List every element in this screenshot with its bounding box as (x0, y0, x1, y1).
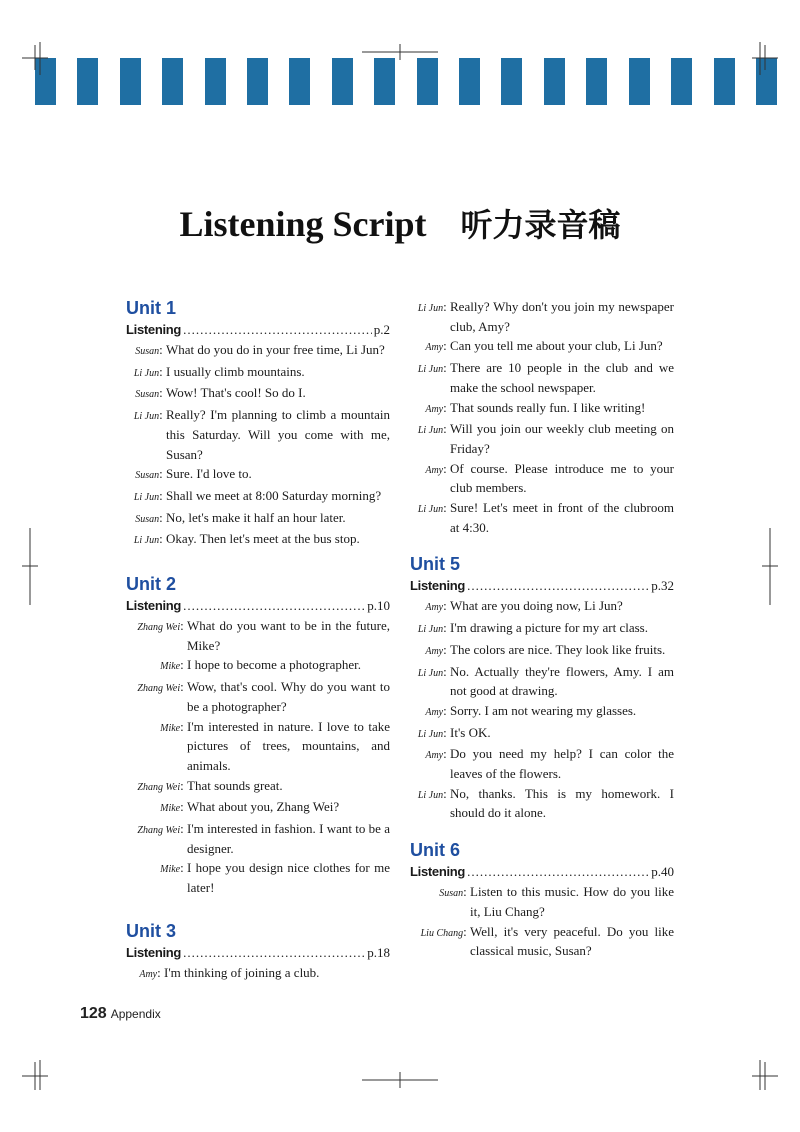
dialogue-line (410, 336, 674, 358)
dialogue-line (410, 784, 674, 823)
dialogue-line (410, 662, 674, 701)
dialogue-line (410, 701, 674, 723)
page-ref: p.40 (651, 864, 674, 880)
page-number: 128 (80, 1005, 107, 1022)
speaker-name: Mike: (160, 657, 187, 673)
speaker-name: Li Jun: (417, 299, 450, 314)
speaker-name: Amy: (425, 399, 450, 415)
speaker-name: Zhang Wei: (137, 679, 187, 695)
spoken-text: Of course. Please introduce me to your club members. (450, 460, 674, 496)
spoken-text: There are 10 people in the club and we make the school newspaper. (450, 360, 674, 395)
title-english: Listening Script (179, 204, 427, 244)
speaker-name: Zhang Wei: (137, 618, 187, 634)
spoken-text: I hope to become a photographer. (187, 657, 361, 673)
speaker-name: Susan: (135, 342, 166, 357)
listening-row (410, 862, 674, 882)
dialogue-line (126, 797, 390, 819)
dialogue-line (410, 723, 674, 745)
dialogue (410, 297, 674, 537)
spoken-text: It's OK. (450, 724, 491, 740)
dialogue-line (410, 419, 674, 458)
spoken-text: I'm interested in fashion. I want to be a designer. (187, 821, 390, 856)
spoken-text: That sounds great. (187, 777, 283, 793)
dialogue (410, 882, 674, 961)
unit-heading: Unit 2 (126, 574, 177, 595)
spoken-text: Okay. Then let's meet at the bus stop. (166, 531, 360, 547)
dialogue-line (410, 498, 674, 537)
spoken-text: No, let's make it half an hour later. (166, 509, 346, 525)
spoken-text: No. Actually they're flowers, Amy. I am not good at drawing. (450, 663, 674, 699)
speaker-name: Li Jun: (133, 487, 166, 503)
spoken-text: What do you want to be in the future, Mike? (187, 618, 390, 653)
speaker-name: Li Jun: (133, 407, 166, 423)
speaker-name: Li Jun: (417, 663, 450, 679)
spoken-text: What about you, Zhang Wei? (187, 799, 340, 815)
dialogue-line (410, 744, 674, 783)
spoken-text: Wow, that's cool. Why do you want to be a photographer? (187, 679, 390, 714)
page-ref: p.2 (373, 322, 390, 337)
speaker-name: Susan: (135, 509, 166, 525)
dialogue (126, 963, 390, 985)
speaker-name: Li Jun: (133, 363, 166, 379)
dialogue-line (410, 398, 674, 420)
spoken-text: What do you do in your free time, Li Jun? (166, 342, 385, 357)
speaker-name: Liu Chang: (420, 923, 470, 939)
speaker-name: Zhang Wei: (137, 777, 187, 793)
dialogue-line (126, 858, 390, 897)
speaker-name: Susan: (135, 466, 166, 482)
speaker-name: Zhang Wei: (137, 821, 187, 837)
unit-heading: Unit 1 (126, 298, 177, 318)
spoken-text: I'm drawing a picture for my art class. (450, 620, 648, 636)
dialogue-line (126, 529, 390, 551)
spoken-text: Really? Why don't you join my newspaper club, Amy? (450, 299, 674, 334)
unit-heading: Unit 3 (126, 920, 177, 941)
spoken-text: Do you need my help? I can color the leaves of the flowers. (450, 746, 674, 782)
dialogue-line (410, 640, 674, 662)
speaker-name: Li Jun: (417, 620, 450, 636)
spoken-text: Sorry. I am not wearing my glasses. (450, 702, 637, 718)
dialogue-line (126, 508, 390, 530)
speaker-name: Mike: (160, 718, 187, 734)
listening-row (410, 576, 674, 596)
dialogue-line (126, 655, 390, 677)
speaker-name: Amy: (425, 460, 450, 476)
dialogue-line (410, 459, 674, 498)
speaker-name: Amy: (425, 598, 450, 614)
dialogue-line (126, 383, 390, 405)
spoken-text: I hope you design nice clothes for me later! (187, 860, 390, 896)
listening-row (126, 320, 390, 340)
page-ref: p.10 (367, 598, 390, 614)
dialogue-line (126, 464, 390, 486)
spoken-text: Really? I'm planning to climb a mountain this Saturday. Will you come with me, Susan? (166, 407, 390, 462)
dialogue-line (410, 618, 674, 640)
speaker-name: Mike: (160, 860, 187, 876)
speaker-name: Li Jun: (417, 500, 450, 516)
dialogue-line (126, 405, 390, 464)
dialogue-line (126, 963, 390, 985)
dialogue (126, 340, 390, 551)
spoken-text: That sounds really fun. I like writing! (450, 399, 646, 415)
listening-label: Listening (410, 864, 466, 880)
listening-row (126, 596, 390, 616)
spoken-text: I'm thinking of joining a club. (164, 964, 320, 980)
unit-heading: Unit 6 (410, 840, 461, 861)
spoken-text: No, thanks. This is my homework. I should do it alone. (450, 785, 674, 821)
page-footer (80, 1005, 161, 1023)
dialogue-line (126, 340, 390, 362)
spoken-text: Shall we meet at 8:00 Saturday morning? (166, 487, 382, 503)
spoken-text: Will you join our weekly club meeting on Friday? (450, 421, 674, 456)
speaker-name: Amy: (425, 746, 450, 762)
spoken-text: The colors are nice. They look like fruits. (450, 641, 666, 657)
page-ref: p.18 (367, 944, 390, 960)
spoken-text: What are you doing now, Li Jun? (450, 598, 623, 614)
listening-label: Listening (126, 944, 182, 960)
listening-label: Listening (126, 322, 182, 337)
page-title (0, 200, 800, 246)
speaker-name: Mike: (160, 799, 187, 815)
page-ref: p.32 (651, 578, 674, 594)
speaker-name: Li Jun: (133, 531, 166, 547)
dialogue-line (126, 717, 390, 776)
dialogue-line (410, 596, 674, 618)
speaker-name: Amy: (425, 641, 450, 657)
dialogue-line (126, 819, 390, 858)
speaker-name: Li Jun: (417, 724, 450, 740)
speaker-name: Amy: (139, 964, 164, 980)
spoken-text: Wow! That's cool! So do I. (166, 385, 306, 401)
dialogue-line (410, 922, 674, 961)
dialogue-line (410, 882, 674, 921)
spoken-text: Can you tell me about your club, Li Jun? (450, 338, 663, 354)
spoken-text: Well, it's very peaceful. Do you like classical music, Susan? (470, 923, 674, 959)
spoken-text: I'm interested in nature. I love to take pictures of trees, mountains, and animals. (187, 718, 390, 773)
unit-heading: Unit 5 (410, 554, 461, 575)
dialogue-line (126, 776, 390, 798)
spoken-text: Sure. I'd love to. (166, 466, 252, 482)
dialogue-line (126, 616, 390, 655)
spoken-text: Sure! Let's meet in front of the clubroom at 4:30. (450, 500, 674, 535)
right-column (410, 297, 674, 961)
dialogue-line (410, 358, 674, 397)
left-column (126, 296, 390, 985)
speaker-name: Amy: (425, 338, 450, 354)
speaker-name: Susan: (135, 385, 166, 401)
dialogue-line (126, 677, 390, 716)
speaker-name: Susan: (439, 884, 470, 900)
speaker-name: Amy: (425, 702, 450, 718)
speaker-name: Li Jun: (417, 360, 450, 376)
speaker-name: Li Jun: (417, 421, 450, 437)
listening-label: Listening (126, 598, 182, 614)
title-chinese: 听力录音稿 (460, 206, 621, 244)
speaker-name: Li Jun: (417, 785, 450, 801)
listening-label: Listening (410, 578, 466, 594)
dialogue-line (126, 486, 390, 508)
dialogue-line (410, 297, 674, 336)
listening-row (126, 943, 390, 963)
section-label: Appendix (110, 1007, 161, 1021)
spoken-text: Listen to this music. How do you like it, Liu Chang? (470, 884, 674, 919)
dialogue (410, 596, 674, 823)
dialogue (126, 616, 390, 898)
spoken-text: I usually climb mountains. (166, 363, 305, 379)
dialogue-line (126, 362, 390, 384)
